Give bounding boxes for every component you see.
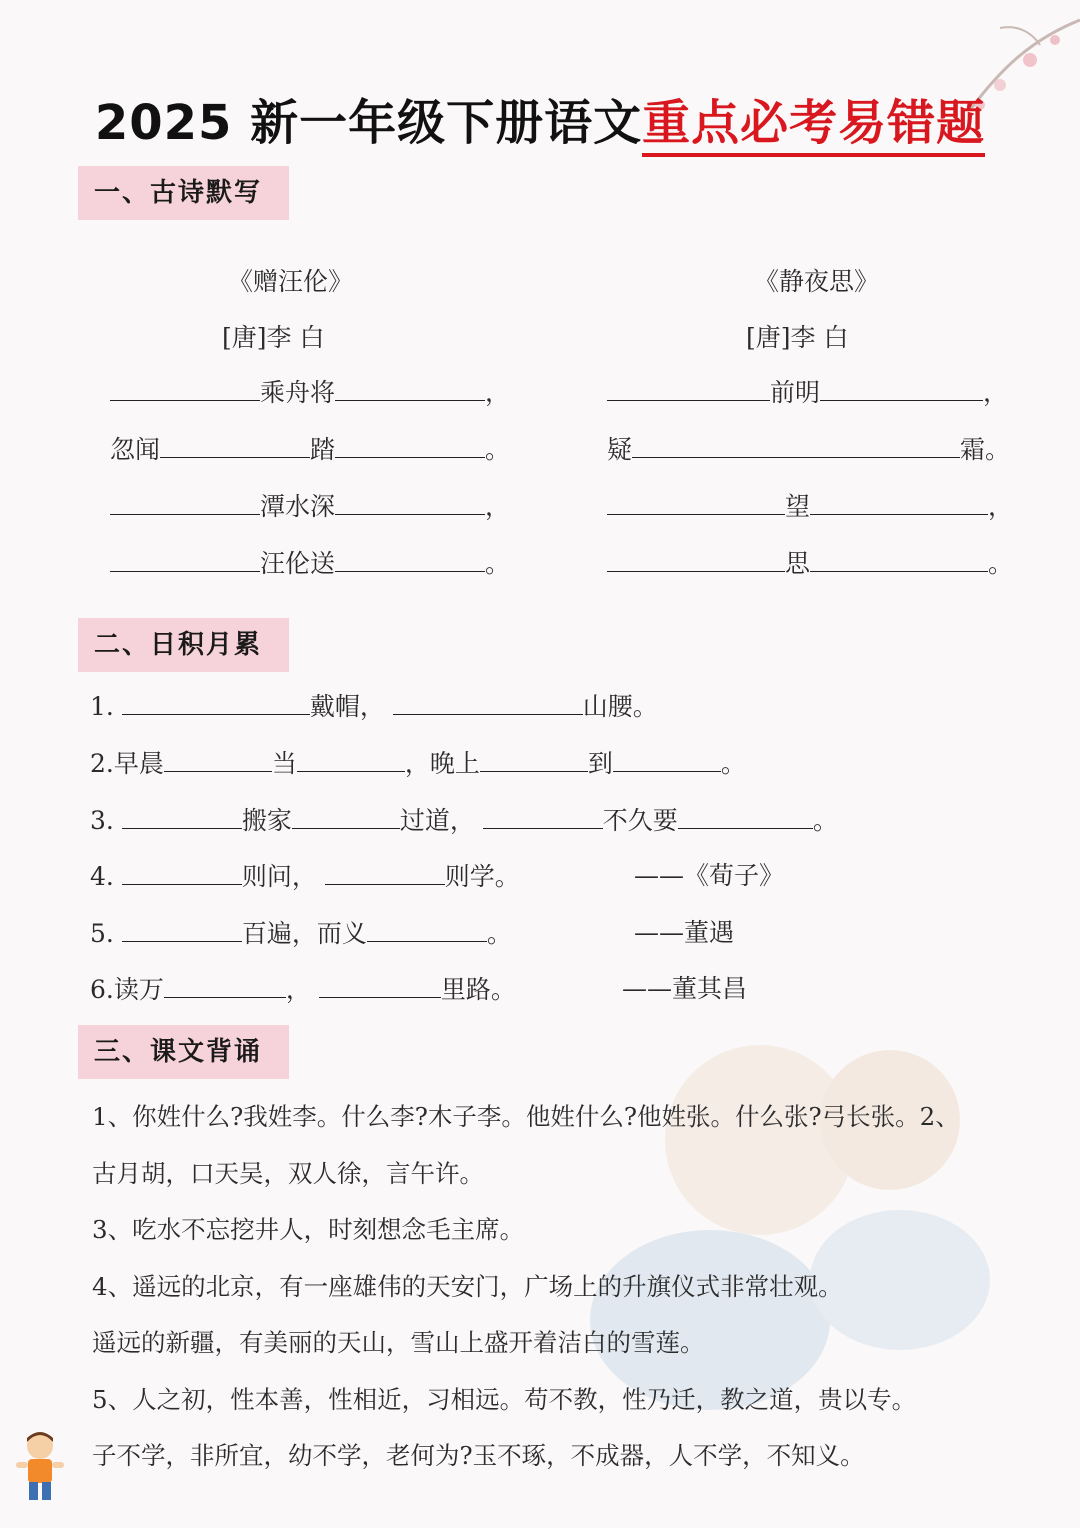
poem-text: 前明 [770,378,821,407]
fill-blank[interactable] [122,858,242,885]
punct: ， [485,378,511,407]
poem-right-line-2 [607,431,1010,468]
recitation-line: 4、遥远的北京，有一座雄伟的天安门，广场上的升旗仪式非常壮观。 [92,1272,843,1301]
poem-author-left: [唐]李 白 [222,323,325,352]
section-heading-poetry: 一、古诗默写 [78,166,289,220]
title-main: 2025 新一年级下册语文 [94,95,643,151]
fill-blank[interactable] [297,745,405,772]
poem-text: 潭水深 [260,492,336,521]
punct: ， [485,492,511,521]
fill-blank[interactable] [122,802,242,829]
fill-blank[interactable] [393,688,583,715]
item-number: 6. [90,975,114,1004]
accumulation-item-3 [90,802,838,839]
fill-blank[interactable] [325,858,445,885]
fill-blank[interactable] [319,971,441,998]
recitation-line: 3、吃水不忘挖井人，时刻想念毛主席。 [92,1215,525,1244]
fill-blank[interactable] [367,915,487,942]
item-text: 读万 [113,975,164,1004]
accumulation-item-2 [90,745,746,782]
item-text: 当 [271,749,297,778]
page-title [0,84,1080,153]
item-text: 过道， [399,806,475,835]
fill-blank[interactable] [678,802,813,829]
title-highlight: 重点必考易错题 [642,95,985,157]
section-heading-accumulation: 二、日积月累 [78,618,289,672]
item-text: 。 [720,749,746,778]
fill-blank[interactable] [632,431,960,458]
fill-blank[interactable] [110,374,260,401]
item-number: 2. [90,749,114,778]
item-number: 4. [90,862,114,891]
poem-right-line-1 [607,374,1008,411]
punct: ， [988,492,1014,521]
poem-title-left: 《赠汪伦》 [228,267,354,296]
poem-left-line-2 [110,431,510,468]
item-text: 里路。 [440,975,516,1004]
accumulation-item-6 [90,971,516,1008]
fill-blank[interactable] [820,374,983,401]
fill-blank[interactable] [110,545,260,572]
fill-blank[interactable] [164,745,272,772]
accumulation-item-4 [90,858,520,895]
fill-blank[interactable] [110,488,260,515]
accumulation-item-5 [90,915,512,952]
fill-blank[interactable] [613,745,721,772]
item-text: 。 [486,919,512,948]
children-watermark [560,1020,1040,1440]
fill-blank[interactable] [810,488,988,515]
fill-blank[interactable] [483,802,603,829]
punct: 。 [988,549,1014,578]
fill-blank[interactable] [335,545,485,572]
recitation-line: 子不学，非所宜，幼不学，老何为?玉不琢，不成器，人不学，不知义。 [92,1441,865,1470]
item-number: 3. [90,806,114,835]
accumulation-item-1 [90,688,658,725]
poem-text: 汪伦送 [260,549,336,578]
punct: ， [983,378,1009,407]
fill-blank[interactable] [607,488,785,515]
fill-blank[interactable] [122,688,310,715]
punct: 。 [485,549,511,578]
item-number: 5. [90,919,114,948]
item-text: 到 [587,749,613,778]
fill-blank[interactable] [160,431,310,458]
fill-blank[interactable] [335,488,485,515]
poem-right-line-4 [607,545,1013,582]
accumulation-source-4: ——《荀子》 [634,861,785,890]
recitation-line: 1、你姓什么?我姓李。什么李?木子李。他姓什么?他姓张。什么张?弓长张。2、 [92,1102,960,1131]
item-text: 搬家 [241,806,292,835]
fill-blank[interactable] [335,431,485,458]
fill-blank[interactable] [164,971,286,998]
poem-text: 踏 [310,435,336,464]
poem-text: 思 [785,549,811,578]
recitation-line: 遥远的新疆，有美丽的天山，雪山上盛开着洁白的雪莲。 [92,1328,705,1357]
fill-blank[interactable] [480,745,588,772]
fill-blank[interactable] [122,915,242,942]
poem-text: 霜。 [960,435,1011,464]
poem-text: 忽闻 [110,435,161,464]
poem-text: 望 [785,492,811,521]
item-text: ， [285,975,311,1004]
fill-blank[interactable] [335,374,485,401]
recitation-line: 5、人之初，性本善，性相近，习相远。苟不教，性乃迁，教之道，贵以专。 [92,1385,917,1414]
poem-left-line-1 [110,374,510,411]
poem-right-line-3 [607,488,1013,525]
item-text: 不久要 [602,806,678,835]
item-text: 戴帽， [309,692,385,721]
item-text: 则问， [241,862,317,891]
item-text: 则学。 [444,862,520,891]
item-number: 1. [90,692,114,721]
item-text: ，晚上 [404,749,480,778]
item-text: 山腰。 [582,692,658,721]
recitation-line: 古月胡，口天吴，双人徐，言午许。 [92,1159,484,1188]
poem-title-right: 《静夜思》 [754,267,880,296]
poem-text: 乘舟将 [260,378,336,407]
accumulation-source-6: ——董其昌 [622,974,748,1003]
fill-blank[interactable] [292,802,400,829]
fill-blank[interactable] [607,374,770,401]
poem-left-line-3 [110,488,510,525]
section-heading-recitation: 三、课文背诵 [78,1025,289,1079]
accumulation-source-5: ——董遇 [634,918,735,947]
poem-left-line-4 [110,545,510,582]
poem-author-right: [唐]李 白 [746,323,849,352]
item-text: 早晨 [113,749,164,778]
punct: 。 [485,435,511,464]
item-text: 。 [812,806,838,835]
boy-cartoon-decoration [12,1430,68,1506]
poem-text: 疑 [607,435,633,464]
fill-blank[interactable] [810,545,988,572]
fill-blank[interactable] [607,545,785,572]
item-text: 百遍，而义 [241,919,367,948]
